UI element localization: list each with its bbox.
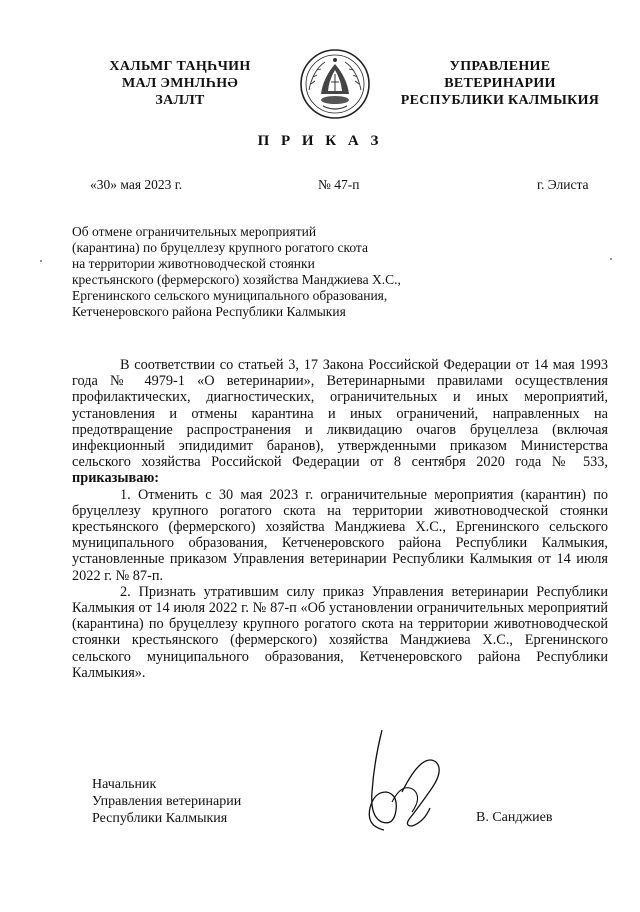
- body-preamble: [72, 357, 608, 487]
- subject-line: Ергенинского сельского муниципального образования,: [72, 288, 388, 303]
- header-right-line-2: ВЕТЕРИНАРИИ: [444, 76, 556, 91]
- header-left-line-2: МАЛ ЭМНЛҺНӘ: [121, 76, 239, 91]
- position-line: Управления ветеринарии: [92, 794, 242, 809]
- subject-line: (карантина) по бруцеллезу крупного рогатого скота: [72, 240, 368, 255]
- order-date: «30» мая 2023 г.: [90, 177, 183, 192]
- header-right-russian: [395, 58, 605, 109]
- handwritten-signature-icon: [352, 722, 452, 842]
- header-right-line-1: УПРАВЛЕНИЕ: [449, 59, 551, 74]
- scan-speck: [610, 258, 612, 260]
- subject-line: крестьянского (фермерского) хозяйства Манджиева Х.С.,: [72, 272, 401, 287]
- position-line: Начальник: [92, 777, 157, 792]
- scan-speck: [40, 260, 42, 262]
- header-left-kalmyk: [95, 58, 265, 109]
- header-right-line-3: РЕСПУБЛИКИ КАЛМЫКИЯ: [400, 93, 600, 108]
- order-subject: [72, 224, 401, 320]
- document-title: П Р И К А З: [257, 133, 383, 149]
- order-number: № 47-п: [318, 177, 360, 192]
- body-item-1: 1. Отменить с 30 мая 2023 г. ограничительные мероприятия (карантин) по бруцеллезу крупного рогатого скота на территории животноводческой стоянки крестьянского (фермерского) хозяйства Манджиева Х.С., Ергенинского сельского муниципального образования, Кетченеровского района Республики Калмыкия, установленные приказом Управления ветеринарии Республики Калмыкия от 14 июля 2022 г. № 87-п.: [72, 486, 608, 584]
- preamble-command: приказываю:: [72, 470, 160, 487]
- coat-of-arms-icon: [299, 48, 371, 120]
- order-body: [72, 357, 608, 681]
- header-left-line-3: ЗАЛЛТ: [155, 93, 205, 108]
- order-city: г. Элиста: [537, 177, 589, 192]
- header-left-line-1: ХАЛЬМГ ТАҢҺЧИН: [109, 59, 251, 74]
- preamble-text: В соответствии со статьей 3, 17 Закона Российской Федерации от 14 мая 1993 года № 4979-1 «О ветеринарии», Ветеринарными правилами осуществления профилактических, диагностических, ограничительных и иных мероприятий, установления и отмены карантина и иных ограничений, направленных на предотвращение распространения и ликвидацию очагов бруцеллеза (включая инфекционный эпидидимит баранов), утвержденными приказом Министерства сельского хозяйства Российской Федерации от 8 сентября 2020 года № 533,: [72, 357, 608, 471]
- subject-line: Кетченеровского района Республики Калмыкия: [72, 304, 346, 319]
- subject-line: Об отмене ограничительных мероприятий: [72, 224, 317, 239]
- subject-line: на территории животноводческой стоянки: [72, 256, 315, 271]
- position-line: Республики Калмыкия: [92, 811, 228, 826]
- signatory-position: [92, 776, 241, 827]
- signatory-name: В. Санджиев: [476, 810, 553, 825]
- body-item-2: 2. Признать утратившим силу приказ Управления ветеринарии Республики Калмыкия от 14 июля 2022 г. № 87-п «Об установлении ограничительных мероприятий (карантина) по бруцеллезу крупного рогатого скота на территории животноводческой стоянки крестьянского (фермерского) хозяйства Манджиева Х.С., Ергенинского сельского муниципального образования, Кетченеровского района Республики Калмыкия».: [72, 583, 608, 681]
